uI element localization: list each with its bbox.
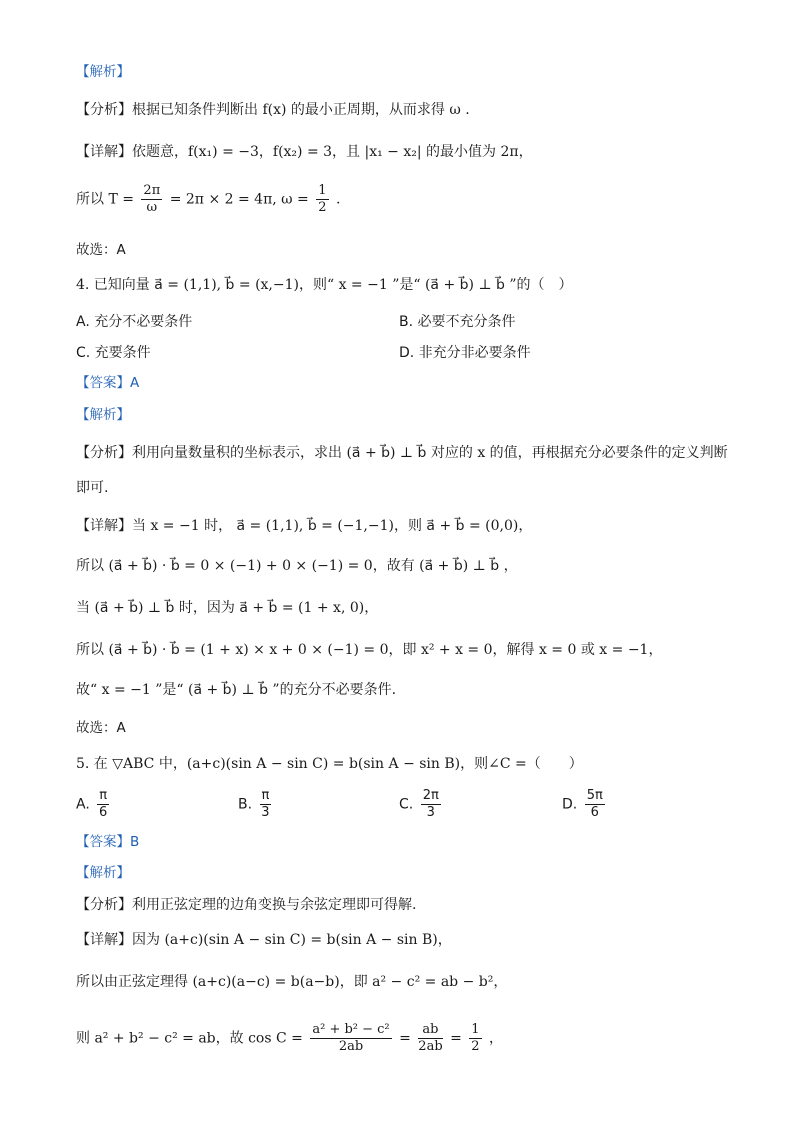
fraction-denominator: 2ab [338, 1039, 364, 1054]
fraction-denominator: ω [146, 200, 158, 215]
q5-detail-3 [76, 1022, 503, 1055]
fraction-numerator: π [261, 788, 270, 803]
fraction-numerator: 5π [586, 788, 603, 803]
q5-option-b [238, 788, 274, 821]
formula-middle: = 2π × 2 = 4π, ω = [169, 191, 309, 208]
fraction-numerator: a² + b² − c² [312, 1022, 390, 1037]
formula-prefix: 所以 T = [76, 191, 134, 208]
cos-fraction-1 [310, 1022, 391, 1055]
q5-option-c [399, 788, 444, 821]
fraction-denominator: 2ab [418, 1039, 443, 1054]
fraction-denominator: 2 [318, 200, 327, 215]
q4-detail-2: 所以 (a⃗ + b⃗) · b⃗ = 0 × (−1) + 0 × (−1) = 0，故有 (a⃗ + b⃗) ⊥ b⃗ ， [76, 558, 518, 574]
option-letter: C. [399, 796, 414, 813]
fraction-denominator: 6 [99, 805, 108, 820]
q5-option-a [76, 788, 112, 821]
formula-end: . [335, 191, 341, 208]
q4-detail-4: 所以 (a⃗ + b⃗) · b⃗ = (1 + x) × x + 0 × (−1) = 0，即 x² + x = 0，解得 x = 0 或 x = −1， [76, 642, 663, 658]
cos-fraction-2 [418, 1022, 442, 1055]
q4-detail-1: 【详解】当 x = −1 时， a⃗ = (1,1), b⃗ = (−1,−1)，则 a⃗ + b⃗ = (0,0)， [76, 518, 533, 534]
fraction-numerator: 2π [143, 183, 161, 198]
option-letter: B. [238, 796, 253, 813]
q4-choice-result: 故选：A [76, 720, 126, 736]
option-fraction [421, 788, 441, 821]
question-5-stem: 5. 在 ▽ABC 中，(a+c)(sin A − sin C) = b(sin A − sin B)，则∠C =（ ） [76, 756, 583, 772]
q5-option-d [562, 788, 608, 821]
cos-fraction-3 [469, 1022, 481, 1055]
q5-analysis-text: 【分析】利用正弦定理的边角变换与余弦定理即可得解. [76, 897, 417, 913]
q5-answer-label: 【答案】B [76, 834, 140, 850]
fraction-denominator: 2 [471, 1039, 480, 1054]
option-fraction [97, 788, 109, 821]
formula-end: ， [489, 1030, 504, 1047]
q4-detail-3: 当 (a⃗ + b⃗) ⊥ b⃗ 时，因为 a⃗ + b⃗ = (1 + x, 0)， [76, 600, 379, 616]
analysis-text: 【分析】根据已知条件判断出 f(x) 的最小正周期，从而求得 ω . [76, 102, 470, 118]
q4-option-d: D. 非充分非必要条件 [399, 345, 531, 361]
q5-detail-1: 【详解】因为 (a+c)(sin A − sin C) = b(sin A − sin B)， [76, 932, 452, 948]
choice-result: 故选：A [76, 242, 126, 258]
fraction-denominator: 3 [261, 805, 270, 820]
fraction-numerator: ab [418, 1022, 442, 1039]
q4-analysis-text-2: 即可. [76, 480, 109, 496]
q4-option-c: C. 充要条件 [76, 345, 151, 361]
q4-answer-label: 【答案】A [76, 375, 140, 391]
equals-sign: = [399, 1030, 411, 1047]
option-fraction [585, 788, 605, 821]
fraction-denominator: 3 [426, 805, 435, 820]
question-4-stem: 4. 已知向量 a⃗ = (1,1), b⃗ = (x,−1)，则“ x = −1 ”是“ (a⃗ + b⃗) ⊥ b⃗ ”的（ ） [76, 277, 573, 293]
option-letter: D. [562, 796, 578, 813]
q4-option-a: A. 充分不必要条件 [76, 314, 193, 330]
q5-detail-2: 所以由正弦定理得 (a+c)(a−c) = b(a−b)，即 a² − c² = ab − b²， [76, 974, 508, 990]
section-analysis-label: 【解析】 [76, 64, 130, 80]
fraction-denominator: 6 [590, 805, 599, 820]
fraction-numerator: 1 [471, 1022, 480, 1037]
fraction-numerator: 1 [318, 183, 327, 198]
period-formula-line [76, 183, 340, 216]
q4-analysis-text-1: 【分析】利用向量数量积的坐标表示，求出 (a⃗ + b⃗) ⊥ b⃗ 对应的 x 的值，再根据充分必要条件的定义判断 [76, 445, 728, 461]
q4-analysis-label: 【解析】 [76, 407, 130, 423]
option-fraction [260, 788, 272, 821]
fraction-numerator: π [99, 788, 108, 803]
equals-sign: = [450, 1030, 462, 1047]
q4-option-b: B. 必要不充分条件 [399, 314, 516, 330]
fraction-2pi-over-omega [141, 183, 162, 216]
fraction-numerator: 2π [422, 788, 439, 803]
cos-formula-prefix: 则 a² + b² − c² = ab，故 cos C = [76, 1030, 303, 1047]
q5-analysis-label: 【解析】 [76, 865, 130, 881]
fraction-one-half [316, 183, 328, 216]
q4-detail-5: 故“ x = −1 ”是“ (a⃗ + b⃗) ⊥ b⃗ ”的充分不必要条件. [76, 682, 397, 698]
detail-text: 【详解】依题意，f(x₁) = −3，f(x₂) = 3，且 |x₁ − x₂| 的最小值为 2π， [76, 144, 533, 160]
option-letter: A. [76, 796, 90, 813]
